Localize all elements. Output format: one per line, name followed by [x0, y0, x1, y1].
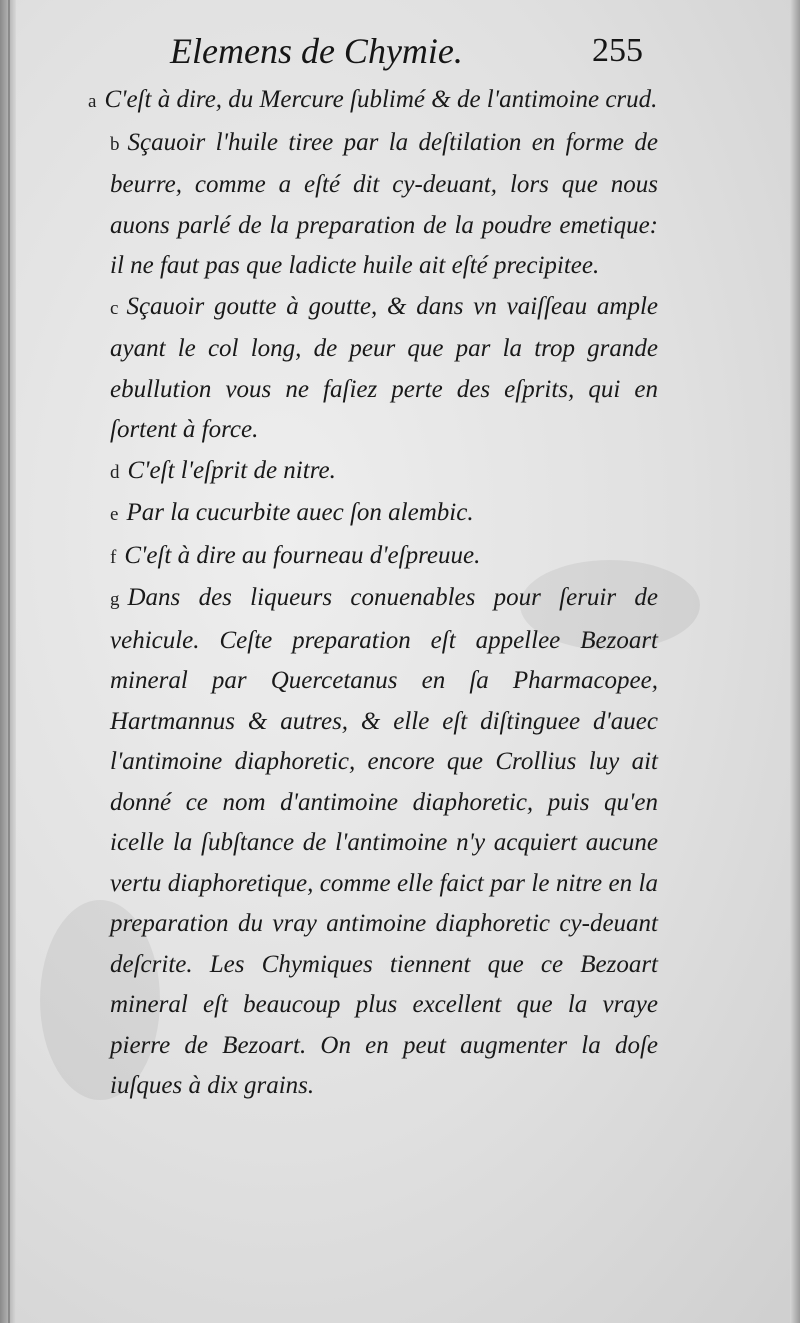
note-marker: c — [110, 297, 119, 319]
note-text: Dans des liqueurs conuenables pour ſeruir de vehicule. Ceſte preparation eſt appellee Bezoart mineral par Quercetanus en ſa Pharmacopee, Hartmannus & autres, & elle eſt diſtinguee d'auec l'antimoine diaphoretic, encore que Crollius luy ait donné ce nom d'antimoine diaphoretic, puis qu'en icelle la ſubſtance de l'antimoine n'y acquiert aucune vertu diaphoretique, comme elle faict par le nitre en la preparation du vray antimoine diaphoretic cy-deuant deſcrite. Les Chymiques tiennent que ce Bezoart mineral eſt beaucoup plus excellent que la vraye pierre de Bezoart. On en peut augmenter la doſe iuſques à dix grains. — [110, 584, 658, 1099]
note-marker: b — [110, 133, 120, 155]
note-text: C'eſt à dire, du Mercure ſublimé & de l'antimoine crud. — [104, 86, 658, 113]
note-marker: a — [88, 91, 97, 112]
note-d — [88, 451, 658, 494]
note-b — [88, 123, 658, 287]
note-text: Par la cucurbite auec ſon alembic. — [126, 499, 474, 526]
page-number: 255 — [592, 32, 643, 69]
note-f — [88, 536, 658, 579]
binding-fold-line — [8, 0, 10, 1323]
annotation-notes — [88, 80, 658, 1107]
page-header — [0, 30, 800, 80]
note-text: Sçauoir goutte à goutte, & dans vn vaiſſeau ample ayant le col long, de peur que par la trop grande ebullution vous ne faſiez perte des eſprits, qui en ſortent à force. — [110, 292, 658, 443]
note-marker: f — [110, 546, 117, 568]
note-a — [88, 80, 658, 123]
note-g — [88, 578, 658, 1107]
note-marker: g — [110, 589, 120, 610]
note-text: C'eſt à dire au fourneau d'eſpreuue. — [124, 541, 481, 569]
note-marker: d — [110, 461, 120, 483]
note-e — [88, 493, 658, 536]
note-c — [88, 287, 658, 451]
page-right-edge — [790, 0, 800, 1323]
note-marker: e — [110, 504, 119, 525]
note-text: Sçauoir l'huile tiree par la deſtilation en forme de beurre, comme a eſté dit cy-deuant, lors que nous auons parlé de la preparation de la poudre emetique: il ne faut pas que ladicte huile ait eſté precipitee. — [110, 128, 658, 279]
note-text: C'eſt l'eſprit de nitre. — [127, 456, 336, 484]
running-title: Elemens de Chymie. — [170, 31, 463, 71]
